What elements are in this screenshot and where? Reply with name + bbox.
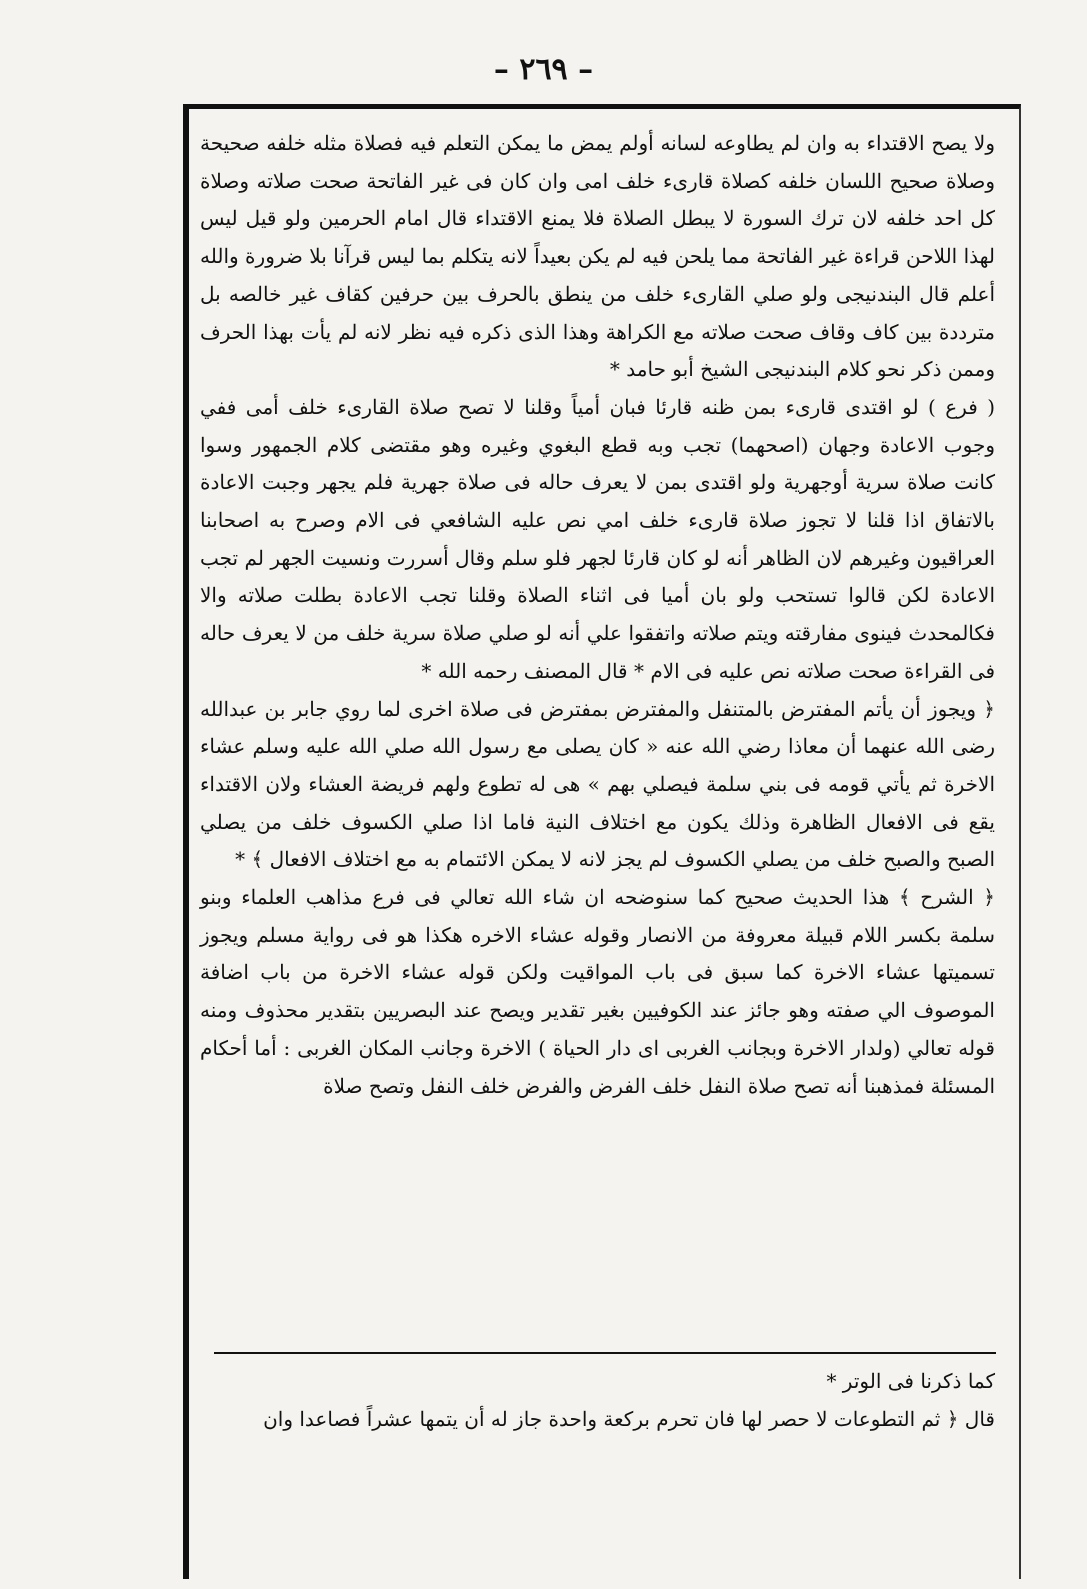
paragraph-2: ( فرع ) لو اقتدى قارىء بمن ظنه قارئا فبان أمياً وقلنا لا تصح صلاة القارىء خلف أمى ففي وجوب الاعادة وجهان (اصحهما) تجب وبه قطع البغوي وغيره وهو مقتضى كلام الجمهور وسوا كانت صلاة سرية أوجهرية ولو اقتدى بمن لا يعرف حاله فى صلاة جهرية فلم يجهر وجبت الاعادة بالاتفاق اذا قلنا لا تجوز صلاة قارىء خلف امي نص عليه الشافعي فى الام وصرح به اصحابنا العراقيون وغيرهم لان الظاهر أنه لو كان قارئا لجهر فلو سلم وقال أسررت ونسيت الجهر لم تجب الاعادة لكن قالوا تستحب ولو بان أميا فى اثناء الصلاة وقلنا تجب الاعادة بطلت صلاته والا فكالمحدث فينوى مفارقته ويتم صلاته واتفقوا علي أنه لو صلي صلاة سرية خلف من لا يعرف حاله فى القراءة صحت صلاته نص عليه فى الام * قال المصنف رحمه الله * bbox=[200, 394, 995, 683]
lower-line-2: قال ﴿ ثم التطوعات لا حصر لها فان تحرم بركعة واحدة جاز له أن يتمها عشراً فصاعدا وان bbox=[263, 1407, 995, 1431]
section-divider bbox=[214, 1352, 996, 1354]
main-text-block bbox=[200, 125, 995, 1105]
paragraph-1: ولا يصح الاقتداء به وان لم يطاوعه لسانه أولم يمض ما يمكن التعلم فيه فصلاة مثله خلفه صحيحة وصلاة صحيح اللسان خلفه كصلاة قارىء خلف امى وان كان فى غير الفاتحة صحت صلاته وصلاة كل احد خلفه لان ترك السورة لا يبطل الصلاة فلا يمنع الاقتداء قال امام الحرمين ولو قيل ليس لهذا اللاحن قراءة غير الفاتحة مما يلحن فيه لم يكن بعيداً لانه يتكلم بما ليس قرآنا بلا ضرورة والله أعلم قال البندنيجى ولو صلي القارىء خلف من ينطق بالحرف بين حرفين كقاف غير خالصه بل مترددة بين كاف وقاف صحت صلاته مع الكراهة وهذا الذى ذكره فيه نظر لانه لم يأت بهذا الحرف وممن ذكر نحو كلام البندنيجى الشيخ أبو حامد * bbox=[200, 131, 995, 382]
lower-text-block bbox=[200, 1362, 995, 1438]
lower-line-1: كما ذكرنا فى الوتر * bbox=[826, 1369, 995, 1393]
paragraph-3: ﴿ ويجوز أن يأتم المفترض بالمتنفل والمفترض بمفترض فى صلاة اخرى لما روي جابر بن عبدالله رضى الله عنهما أن معاذا رضي الله عنه « كان يصلى مع رسول الله صلي الله عليه وسلم عشاء الاخرة ثم يأتي قومه فى بني سلمة فيصلي بهم » هى له تطوع ولهم فريضة العشاء ولان الاقتداء يقع فى الافعال الظاهرة وذلك يكون مع اختلاف النية فاما اذا صلي الكسوف خلف من يصلي الصبح والصبح خلف من يصلي الكسوف لم يجز لانه لا يمكن الائتمام به مع اختلاف الافعال ﴾ * bbox=[200, 696, 996, 872]
paragraph-4: ﴿ الشرح ﴾ هذا الحديث صحيح كما سنوضحه ان شاء الله تعالي فى فرع مذاهب العلماء وبنو سلمة بكسر اللام قبيلة معروفة من الانصار وقوله عشاء الاخره هكذا هو فى رواية مسلم ويجوز تسميتها عشاء الاخرة كما سبق فى باب المواقيت ولكن قوله عشاء الاخرة من باب اضافة الموصوف الي صفته وهو جائز عند الكوفيين بغير تقدير ويصح عند البصريين بتقدير محذوف ومنه قوله تعالي (ولدار الاخرة وبجانب الغربى اى دار الحياة ) الاخرة وجانب المكان الغربى : أما أحكام المسئلة فمذهبنا أنه تصح صلاة النفل خلف الفرض والفرض خلف النفل وتصح صلاة bbox=[200, 885, 995, 1098]
page-number: – ٢٦٩ – bbox=[493, 52, 594, 87]
